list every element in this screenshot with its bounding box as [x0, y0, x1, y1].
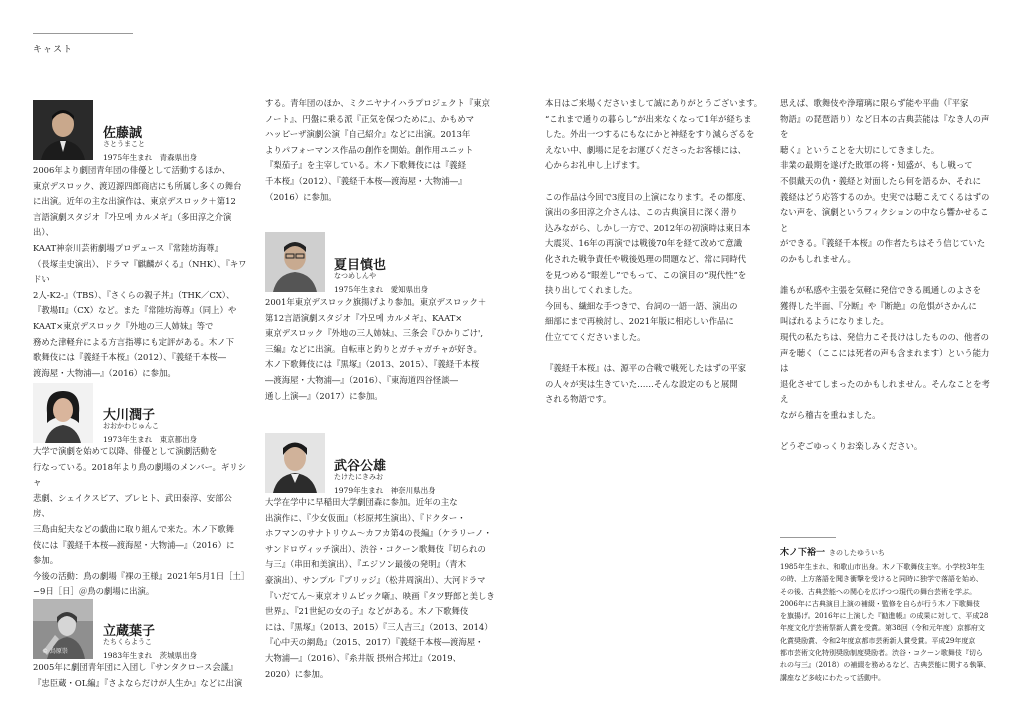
bio-line: （2016）に参加。: [265, 191, 337, 202]
director-bio-line: 1985年生まれ、和歌山市出身。木ノ下歌舞伎主宰。小学校3年生: [780, 563, 985, 571]
header-rule: [33, 33, 133, 34]
greeting-line: 退化させてしまったのかもしれません。そんなことを考え: [780, 378, 990, 405]
cast-bio: [265, 295, 497, 404]
photo-credit: © 鳥原崇: [42, 648, 68, 655]
greeting-line: 演出の多田淳之介さんは、この古典演目に深く潜り: [545, 207, 738, 218]
director-bio-line: の時、上方落語を聞き衝撃を受けると同時に独学で落語を始め、: [780, 575, 983, 584]
greeting-line: 物語』の琵琶語り）など日本の古典芸能は『なき人の声を: [780, 113, 990, 140]
bio-line: 通し上演―』（2017）に参加。: [265, 390, 383, 401]
greeting-line: 獲得した半面、『分断』や『断絶』の危惧がさかんに: [780, 300, 977, 311]
bio-line: 2001年東京デスロック旗揚げより参加。東京デスロック＋: [265, 297, 487, 307]
greeting-line: 非業の最期を遂げた敗軍の将・知盛が、もし戦って: [780, 160, 973, 171]
greeting-line: 大震災、16年の再演では戦後70年を経て改めて意識: [545, 238, 743, 249]
director-bio-line: を旗揚げ。2016年に上演した『勧進帳』の成果に対して、平成28: [780, 612, 989, 621]
greeting-line: した。外出一つするにもなにかと神経をすり減らざるを: [545, 129, 755, 140]
cast-reading: おおかわじゅんこ: [103, 422, 159, 430]
bio-line: 『いだてん～東京オリムピック噺』、映画『タツ野郎と美しき: [265, 590, 495, 601]
bio-line: 2020）に参加。: [265, 668, 329, 679]
greeting-line: される物語です。: [545, 394, 612, 405]
director-bio-line: れの与三』（2018）の補綴を務めるなど、古典芸能に関する執筆、: [780, 661, 991, 670]
cast-meta: 1979年生まれ 神奈川県出身: [334, 486, 436, 495]
bio-line: 2006年より劇団青年団の俳優として活動するほか、: [33, 165, 231, 175]
cast-photo-okawa: [33, 383, 93, 443]
greeting-line: ができる。『義経千本桜』の作者たちはそう信じていた: [780, 238, 986, 249]
greeting-line: この作品は今回で3度目の上演になります。その都度、: [545, 191, 751, 202]
bio-line: 『梨茄子』を主宰している。木ノ下歌舞伎には『義経: [265, 160, 466, 171]
bio-line: 東京デスロック、渡辺源四郎商店にも所属し多くの舞台: [33, 180, 242, 191]
director-name: [780, 545, 885, 558]
greeting-line: 声を聴く（ここには死者の声も含まれます）という能力は: [780, 347, 990, 374]
greeting-paragraph: [780, 439, 994, 455]
cast-name: 佐藤誠: [103, 126, 143, 141]
greeting-line: を見つめる“眼差し”でもって、この演目の“現代性”を: [545, 269, 747, 280]
greeting-line: 誰もが私感や主張を気軽に発信できる風通しのよさを: [780, 285, 981, 296]
bio-line: 千本桜』（2012）、『義経千本桜―渡海屋・大物浦―』: [265, 175, 467, 186]
cast-meta: 1975年生まれ 愛知県出身: [334, 285, 429, 294]
greeting-line: 叫ばれるようになりました。: [780, 316, 889, 327]
greeting-column-2: [780, 96, 994, 470]
bio-line: には、『黒塚』（2013、2015）『三人吉三』（2013、2014）: [265, 621, 493, 632]
greeting-line: どうぞごゆっくりお楽しみください。: [780, 441, 923, 452]
director-reading: きのしたゆういち: [829, 549, 886, 557]
bio-line: 『心中天の網島』（2015、2017）『義経千本桜―渡海屋・: [265, 637, 484, 648]
bio-line: 言語演劇スタジオ『가모메 カルメギ』（多田淳之介演出）、: [33, 211, 232, 238]
greeting-line: 今回も、繊細な手つきで、台詞の一語一語、演出の: [545, 300, 738, 311]
bio-line: に出演。近年の主な出演作は、東京デスロック＋第12: [33, 196, 236, 207]
bio-line: 務めた津軽弁による方言指導にも定評がある。木ノ下: [33, 336, 234, 347]
cast-photo-tachikura: [33, 599, 93, 659]
bio-line: 2人-K2-』（TBS）、『さくらの親子丼』（THK／CX）、: [33, 289, 235, 300]
bio-line: ハッピーザ演劇公演『自己紹介』などに出演。2013年: [265, 129, 471, 140]
greeting-paragraph: [545, 361, 765, 408]
cast-photo-taketani: [265, 433, 325, 493]
cast-bio-continuation: [265, 96, 497, 205]
greeting-paragraph: [545, 96, 765, 174]
bio-line: 木ノ下歌舞伎には『黒塚』（2013、2015）、『義経千本桜: [265, 359, 480, 370]
director-bio-line: 都市芸術文化特別奨励制度奨励者。渋谷・コクーン歌舞伎『切ら: [780, 649, 983, 658]
cast-reading: たちくらようこ: [103, 638, 152, 646]
cast-name: 武谷公雄: [334, 459, 387, 474]
director-bio-line: 2006年に古典演目上演の補綴・監修を自らが行う木ノ下歌舞伎: [780, 599, 980, 608]
greeting-line: “これまで通りの暮らし”が出来なくなって1年が経ちま: [545, 113, 752, 124]
bio-line: −9日［日］＠鳥の劇場に出演。: [33, 586, 155, 597]
bio-line: 伎には『義経千本桜―渡海屋・大物浦―』（2016）に: [33, 539, 235, 550]
greeting-paragraph: [780, 283, 994, 423]
bio-line: 三編』などに出演。自転車と釣りとガチャガチャが好き。: [265, 343, 482, 354]
bio-line: 大学在学中に早稲田大学劇団森に参加。近年の主な: [265, 497, 458, 507]
bio-line: 豪演出）、サンプル『ブリッジ』（松井周演出）、大河ドラマ: [265, 574, 486, 585]
bio-line: （長塚圭史演出）、ドラマ『麒麟がくる』（NHK）、『キワドい: [33, 258, 247, 285]
greeting-line: 思えば、歌舞伎や浄瑠璃に限らず能や平曲（『平家: [780, 98, 969, 108]
greeting-line: 抉り出してくれました。: [545, 285, 638, 296]
greeting-line: 不倶戴天の仇・義経と対面したら何を語るか、それに: [780, 175, 981, 186]
bio-line: 大物浦―』（2016）、『糸井版 摂州合邦辻』（2019、: [265, 652, 462, 663]
greeting-line: 現代の私たちは、発信力こそ長けはしたものの、他者の: [780, 331, 990, 342]
greeting-line: のかもしれません。: [780, 253, 856, 264]
bio-line: KAAT神奈川芸術劇場プロデュース『常陸坊海尊』: [33, 242, 223, 253]
bio-line: ノート』、円盤に乗る派『正気を保つために』、かもめマ: [265, 113, 475, 124]
greeting-line: 義経はどう応答するのか。史実では聴こえてくるはずの: [780, 191, 990, 202]
section-title: キャスト: [33, 45, 74, 55]
bio-line: 与三』（串田和美演出）、『エジソン最後の発明』（青木: [265, 559, 466, 570]
bio-line: 大学で演劇を始めて以降、俳優として演劇活動を: [33, 446, 218, 456]
cast-meta: 1983年生まれ 茨城県出身: [103, 651, 198, 660]
bio-line: 東京デスロック『外地の三人姉妹』、三条会『ひかりごけ',: [265, 328, 484, 339]
director-name-text: 木ノ下裕一: [780, 548, 826, 558]
cast-reading: さとうまこと: [103, 140, 145, 148]
greeting-line: ない声を、演劇というフィクションの中なら響かせること: [780, 207, 989, 233]
cast-name: 立蔵葉子: [103, 624, 156, 639]
bio-line: する。青年団のほか、ミクニヤナイハラプロジェクト『東京: [265, 98, 491, 108]
bio-line: 出演作に、『少女仮面』（杉原邦生演出）、『ドクター・: [265, 512, 466, 523]
greeting-line: 本日はご来場くださいまして誠にありがとうございます。: [545, 98, 763, 108]
bio-line: 歌舞伎には『義経千本桜』（2012）、『義経千本桜―: [33, 352, 226, 363]
director-bio-line: 化賞奨励賞、令和2年度京都市芸術新人賞受賞。平成29年度京: [780, 636, 976, 645]
bio-line: 世界』、『21世紀の女の子』などがある。木ノ下歌舞伎: [265, 606, 469, 617]
cast-bio: [265, 495, 497, 682]
cast-meta: 1975年生まれ 青森県出身: [103, 153, 198, 162]
bio-line: ホフマンのサナトリウム～カフカ第4の長編』（ケラリーノ・: [265, 528, 492, 539]
cast-photo-sato: [33, 100, 93, 160]
bio-line: KAAT×東京デスロック『外地の三人姉妹』等で: [33, 320, 214, 331]
director-bio-line: 講座など多岐にわたって活動中。: [780, 673, 885, 682]
bio-line: 三島由紀夫などの戯曲に取り組んで来た。木ノ下歌舞: [33, 523, 234, 534]
greeting-line: 込みながら、しかし一方で、2012年の初演時は東日本: [545, 222, 751, 233]
bio-line: 今後の活動：鳥の劇場『裸の王様』2021年5月1日［土］: [33, 570, 250, 581]
greeting-line: の人々が実は生きていた……そんな設定のもと展開: [545, 378, 738, 389]
bio-line: 『教場II』（CX）など。また『常陸坊海尊』（同上）や: [33, 305, 237, 316]
cast-photo-natsume: [265, 232, 325, 292]
director-bio-line: その後、古典芸能への関心を広げつつ現代の舞台芸術を学ぶ。: [780, 587, 977, 596]
greeting-line: 化された戦争責任や戦後処理の問題など、常に同時代: [545, 253, 746, 264]
bio-line: 2005年に劇団青年団に入団し『サンタクロース会議』: [33, 662, 238, 672]
bio-line: 第12言語演劇スタジオ『가모메 カルメギ』、KAAT×: [265, 312, 463, 323]
bio-line: サンドロヴィッチ演出）、渋谷・コクーン歌舞伎『切られの: [265, 543, 486, 554]
greeting-column-1: [545, 96, 765, 423]
cast-bio: [33, 444, 248, 600]
bio-line: 参加。: [33, 555, 59, 566]
greeting-line: 『義経千本桜』は、源平の合戦で戦死したはずの平家: [545, 363, 746, 374]
director-bio-line: 年度文化庁芸術祭新人賞を受賞。第38回（令和元年度）京都府文: [780, 624, 985, 633]
bio-line: 『忠臣蔵・OL編』『さよならだけが人生か』などに出演: [33, 677, 243, 688]
bio-line: 悲劇、シェイクスピア、ブレヒト、武田泰淳、安部公房、: [33, 492, 232, 519]
greeting-paragraph: [545, 190, 765, 346]
greeting-paragraph: [780, 96, 994, 268]
greeting-line: 心からお礼申し上げます。: [545, 160, 645, 171]
greeting-line: 聴く』ということを大切にしてきました。: [780, 144, 940, 155]
director-bio: [780, 561, 994, 684]
cast-name: 夏目慎也: [334, 258, 387, 273]
cast-meta: 1973年生まれ 東京都出身: [103, 435, 198, 444]
cast-reading: なつめしんや: [334, 272, 376, 280]
bio-line: よりパフォーマンス作品の創作を開始。創作用ユニット: [265, 144, 474, 155]
cast-reading: たけたにきみお: [334, 473, 383, 481]
greeting-line: 仕立ててくださいました。: [545, 331, 646, 342]
cast-name: 大川潤子: [103, 408, 156, 423]
greeting-line: ながら稽古を重ねました。: [780, 409, 881, 420]
greeting-line: えない中、劇場に足をお運びくださったお客様には、: [545, 144, 746, 155]
bio-line: ―渡海屋・大物浦―』（2016）、『東海道四谷怪談―: [265, 374, 458, 385]
director-rule: [780, 537, 836, 538]
cast-bio: [33, 660, 248, 691]
greeting-line: 細部にまで再検討し、2021年版に相応しい作品に: [545, 316, 734, 327]
cast-bio: [33, 163, 248, 381]
bio-line: 渡海屋・大物浦―』（2016）に参加。: [33, 367, 176, 378]
bio-line: 行なっている。2018年より鳥の劇場のメンバー。ギリシャ: [33, 461, 247, 488]
